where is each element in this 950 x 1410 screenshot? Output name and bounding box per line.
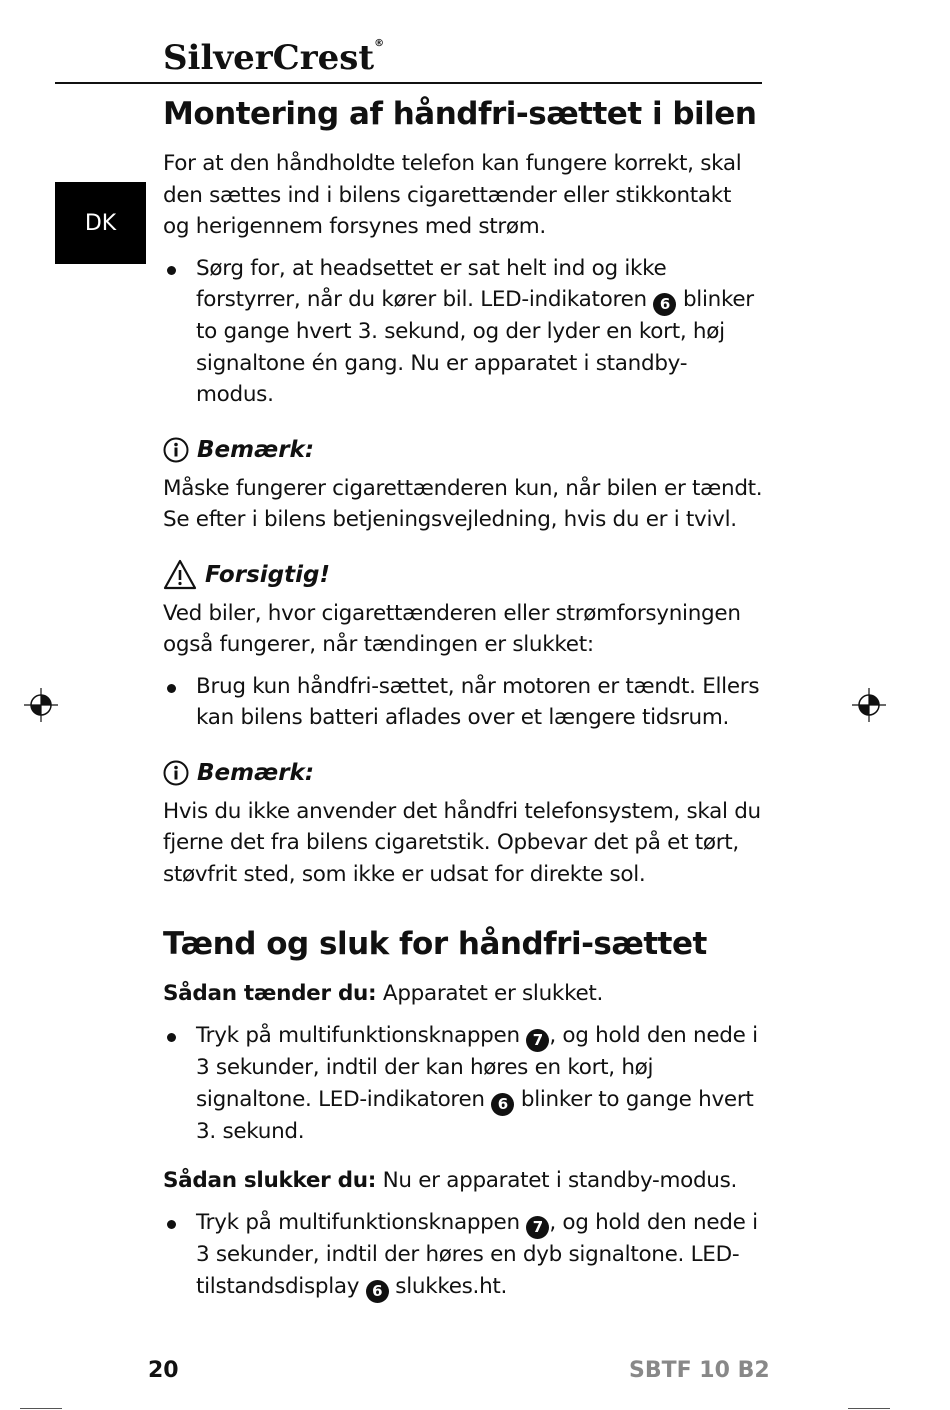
page-number: 20 bbox=[148, 1358, 179, 1383]
header-rule bbox=[55, 82, 762, 84]
note-text: Måske fungerer cigarettænderen kun, når bilen er tændt. Se efter i bilens betjeningsvejledning, hvis du er i tvivl. bbox=[163, 475, 763, 533]
note-text: Hvis du ikke anvender det håndfri telefonsystem, skal du fjerne det fra bilens cigaretstik. Opbevar det på et tørt, støvfrit sted, som ikke er udsat for direkte sol. bbox=[163, 798, 761, 887]
bullet-list bbox=[163, 1020, 763, 1148]
number-badge: 6 bbox=[366, 1280, 389, 1303]
list-item: Tryk på multifunktionsknappen 7 , og hold den nede i 3 sekunder, indtil der kan høres en kort, høj signaltone. LED-indikatoren 6 blinker to gange hvert 3. sekund. bbox=[163, 1020, 763, 1148]
switch-off-paragraph: Sådan slukker du: Nu er apparatet i standby-modus. bbox=[163, 1168, 738, 1194]
note-heading: Bemærk: bbox=[163, 433, 763, 467]
intro-paragraph: For at den håndholdte telefon kan fungere korrekt, skal den sættes ind i bilens cigarettænder eller stikkontakt og herigennem forsynes med strøm. bbox=[163, 151, 742, 239]
section-title-onoff: Tænd og sluk for håndfri-sættet bbox=[163, 926, 707, 963]
crop-mark bbox=[20, 1408, 62, 1409]
caution-heading: Forsigtig! bbox=[163, 558, 763, 592]
switch-on-paragraph: Sådan tænder du: Apparatet er slukket. bbox=[163, 981, 604, 1007]
brand-logo: SilverCrest® bbox=[163, 38, 385, 78]
bullet-list bbox=[163, 1207, 763, 1303]
list-item: Tryk på multifunktionsknappen 7 , og hold den nede i 3 sekunder, indtil der høres en dyb signaltone. LED-tilstandsdisplay 6 slukkes.ht. bbox=[163, 1207, 763, 1303]
model-number: SBTF 10 B2 bbox=[629, 1358, 770, 1383]
number-badge: 7 bbox=[526, 1216, 549, 1239]
list-item: Sørg for, at headsettet er sat helt ind og ikke forstyrrer, når du kører bil. LED-indikatoren 6 blinker to gange hvert 3. sekund, og der lyder en kort, høj signaltone én gang. Nu er apparatet i standby-modus. bbox=[163, 253, 763, 411]
number-badge: 6 bbox=[491, 1093, 514, 1116]
note-heading: Bemærk: bbox=[163, 756, 763, 790]
bullet-icon bbox=[167, 1220, 176, 1229]
list-item: Brug kun håndfri-sættet, når motoren er tændt. Ellers kan bilens batteri aflades over et længere tidsrum. bbox=[163, 671, 763, 734]
bullet-icon bbox=[167, 684, 176, 693]
caution-text: Ved biler, hvor cigarettænderen eller strømforsyningen også fungerer, når tændingen er slukket: bbox=[163, 600, 741, 658]
bullet-icon bbox=[167, 1033, 176, 1042]
crop-mark bbox=[848, 1408, 890, 1409]
registration-mark-icon bbox=[852, 688, 886, 722]
bullet-list bbox=[163, 671, 763, 734]
bullet-list bbox=[163, 253, 763, 411]
number-badge: 6 bbox=[653, 293, 676, 316]
language-tab: DK bbox=[55, 182, 146, 264]
section-title-mounting: Montering af håndfri-sættet i bilen bbox=[163, 96, 757, 132]
info-icon bbox=[163, 760, 189, 786]
main-content bbox=[163, 92, 763, 1313]
info-icon bbox=[163, 437, 189, 463]
bullet-icon bbox=[167, 266, 176, 275]
warning-icon bbox=[163, 559, 197, 591]
number-badge: 7 bbox=[526, 1029, 549, 1052]
registration-mark-icon bbox=[24, 688, 58, 722]
